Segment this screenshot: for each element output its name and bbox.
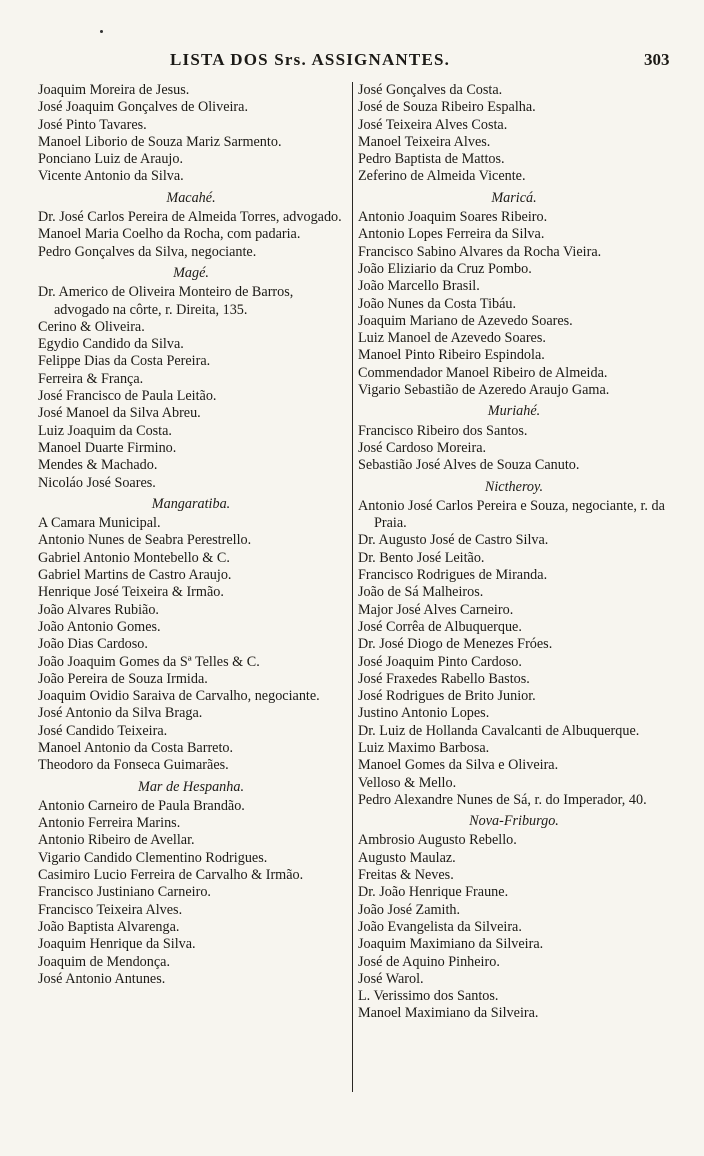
subscriber-entry: Dr. Luiz de Hollanda Cavalcanti de Albuquerque. bbox=[358, 722, 640, 739]
subscriber-entry: Augusto Maulaz. bbox=[358, 849, 456, 866]
subscriber-entry: Manoel Duarte Firmino. bbox=[38, 439, 177, 456]
subscriber-entry: João Baptista Alvarenga. bbox=[38, 918, 180, 935]
subscriber-entry: Commendador Manoel Ribeiro de Almeida. bbox=[358, 364, 608, 381]
subscriber-entry: Manoel Maria Coelho da Rocha, com padaria. bbox=[38, 226, 301, 243]
subscriber-entry: A Camara Municipal. bbox=[38, 515, 161, 532]
section-heading: Mar de Hespanha. bbox=[138, 778, 244, 795]
subscriber-entry: Antonio Nunes de Seabra Perestrello. bbox=[38, 532, 252, 549]
subscriber-entry: Vicente Antonio da Silva. bbox=[38, 168, 184, 185]
subscriber-entry: José Joaquim Gonçalves de Oliveira. bbox=[38, 99, 248, 116]
subscriber-entry: Felippe Dias da Costa Pereira. bbox=[38, 353, 211, 370]
subscriber-entry: Mendes & Machado. bbox=[38, 457, 158, 474]
subscriber-entry: Francisco Justiniano Carneiro. bbox=[38, 884, 211, 901]
left-column bbox=[38, 82, 344, 988]
ink-dot bbox=[100, 30, 103, 33]
subscriber-entry: Casimiro Lucio Ferreira de Carvalho & Irmão. bbox=[38, 867, 304, 884]
subscriber-entry: João Pereira de Souza Irmida. bbox=[38, 670, 208, 687]
subscriber-entry: Dr. Augusto José de Castro Silva. bbox=[358, 532, 549, 549]
subscriber-entry: João Nunes da Costa Tibáu. bbox=[358, 295, 517, 312]
subscriber-entry: João Marcello Brasil. bbox=[358, 278, 480, 295]
subscriber-entry: Zeferino de Almeida Vicente. bbox=[358, 168, 526, 185]
subscriber-entry: José de Souza Ribeiro Espalha. bbox=[358, 99, 536, 116]
subscriber-entry: Luiz Joaquim da Costa. bbox=[38, 422, 172, 439]
subscriber-entry: João Antonio Gomes. bbox=[38, 618, 161, 635]
section-heading: Magé. bbox=[173, 264, 209, 281]
subscriber-entry: Antonio Ferreira Marins. bbox=[38, 815, 181, 832]
subscriber-entry: Ambrosio Augusto Rebello. bbox=[358, 832, 517, 849]
subscriber-entry: Ferreira & França. bbox=[38, 370, 144, 387]
subscriber-entry: Francisco Ribeiro dos Santos. bbox=[358, 422, 528, 439]
subscriber-entry: José Gonçalves da Costa. bbox=[358, 82, 503, 98]
subscriber-entry: José de Aquino Pinheiro. bbox=[358, 953, 500, 970]
subscriber-entry: Manoel Liborio de Souza Mariz Sarmento. bbox=[38, 133, 282, 150]
subscriber-entry: Luiz Maximo Barbosa. bbox=[358, 739, 490, 756]
subscriber-entry: Antonio Lopes Ferreira da Silva. bbox=[358, 226, 545, 243]
subscriber-entry: José Fraxedes Rabello Bastos. bbox=[358, 670, 530, 687]
subscriber-entry: Gabriel Antonio Montebello & C. bbox=[38, 549, 230, 566]
section-heading: Maricá. bbox=[491, 189, 537, 206]
subscriber-entry: José Francisco de Paula Leitão. bbox=[38, 388, 217, 405]
subscriber-entry: Dr. Americo de Oliveira Monteiro de Barros, advogado na côrte, r. Direita, 135. bbox=[38, 284, 294, 318]
page-number: 303 bbox=[644, 50, 670, 69]
subscriber-entry: Theodoro da Fonseca Guimarães. bbox=[38, 757, 229, 774]
subscriber-entry: Manoel Gomes da Silva e Oliveira. bbox=[358, 757, 559, 774]
subscriber-entry: Dr. José Carlos Pereira de Almeida Torres, advogado. bbox=[38, 209, 342, 226]
subscriber-entry: Henrique José Teixeira & Irmão. bbox=[38, 584, 224, 601]
subscriber-entry: Francisco Sabino Alvares da Rocha Vieira. bbox=[358, 243, 602, 260]
subscriber-entry: José Corrêa de Albuquerque. bbox=[358, 618, 522, 635]
subscriber-entry: Antonio Joaquim Soares Ribeiro. bbox=[358, 209, 548, 226]
subscriber-entry: José Rodrigues de Brito Junior. bbox=[358, 688, 536, 705]
subscriber-entry: Ponciano Luiz de Araujo. bbox=[38, 151, 183, 168]
subscriber-entry: José Warol. bbox=[358, 970, 424, 987]
section-heading: Nictheroy. bbox=[484, 478, 544, 495]
subscriber-entry: José Antonio da Silva Braga. bbox=[38, 705, 203, 722]
subscriber-entry: Velloso & Mello. bbox=[358, 774, 457, 791]
subscriber-entry: Antonio Carneiro de Paula Brandão. bbox=[38, 797, 245, 814]
subscriber-entry: Joaquim Henrique da Silva. bbox=[38, 936, 196, 953]
subscriber-entry: Pedro Baptista de Mattos. bbox=[358, 151, 505, 168]
subscriber-entry: Joaquim Mariano de Azevedo Soares. bbox=[358, 312, 573, 329]
subscriber-entry: João Eliziario da Cruz Pombo. bbox=[358, 260, 532, 277]
subscriber-entry: João Alvares Rubião. bbox=[38, 601, 159, 618]
subscriber-entry: Manoel Antonio da Costa Barreto. bbox=[38, 739, 234, 756]
subscriber-entry: Dr. Bento José Leitão. bbox=[358, 549, 485, 566]
subscriber-entry: Luiz Manoel de Azevedo Soares. bbox=[358, 330, 546, 347]
right-column bbox=[358, 82, 670, 1023]
subscriber-entry: Joaquim Maximiano da Silveira. bbox=[358, 936, 544, 953]
subscriber-entry: Vigario Candido Clementino Rodrigues. bbox=[38, 849, 268, 866]
subscriber-entry: Gabriel Martins de Castro Araujo. bbox=[38, 567, 232, 584]
subscriber-entry: João José Zamith. bbox=[358, 901, 461, 918]
page-title: LISTA DOS Srs. ASSIGNANTES. bbox=[170, 50, 451, 69]
subscriber-entry: Major José Alves Carneiro. bbox=[358, 601, 514, 618]
subscriber-entry: Sebastião José Alves de Souza Canuto. bbox=[358, 457, 580, 474]
subscriber-entry: José Antonio Antunes. bbox=[38, 970, 166, 987]
page-header bbox=[0, 50, 704, 74]
column-divider bbox=[352, 82, 353, 1092]
subscriber-entry: José Teixeira Alves Costa. bbox=[358, 116, 508, 133]
subscriber-entry: João Evangelista da Silveira. bbox=[358, 918, 522, 935]
subscriber-entry: José Candido Teixeira. bbox=[38, 722, 168, 739]
subscriber-entry: Vigario Sebastião de Azeredo Araujo Gama. bbox=[358, 382, 610, 399]
subscriber-entry: João Joaquim Gomes da Sª Telles & C. bbox=[38, 653, 260, 670]
subscriber-entry: L. Verissimo dos Santos. bbox=[358, 988, 499, 1005]
subscriber-entry: José Pinto Tavares. bbox=[38, 116, 147, 133]
subscriber-entry: José Manoel da Silva Abreu. bbox=[38, 405, 201, 422]
section-heading: Nova-Friburgo. bbox=[469, 813, 559, 830]
subscriber-entry: Pedro Gonçalves da Silva, negociante. bbox=[38, 243, 257, 260]
subscriber-entry: Francisco Teixeira Alves. bbox=[38, 901, 183, 918]
subscriber-entry: Manoel Maximiano da Silveira. bbox=[358, 1005, 539, 1022]
subscriber-entry: Dr. José Diogo de Menezes Fróes. bbox=[358, 636, 553, 653]
section-heading: Mangaratiba. bbox=[151, 495, 231, 512]
subscriber-entry: Cerino & Oliveira. bbox=[38, 318, 145, 335]
subscriber-entry: Nicoláo José Soares. bbox=[38, 474, 156, 491]
subscriber-entry: José Joaquim Pinto Cardoso. bbox=[358, 653, 522, 670]
section-heading: Muriahé. bbox=[487, 403, 541, 420]
subscriber-entry: Justino Antonio Lopes. bbox=[358, 705, 490, 722]
subscriber-entry: Manoel Pinto Ribeiro Espindola. bbox=[358, 347, 545, 364]
subscriber-entry: Joaquim de Mendonça. bbox=[38, 953, 170, 970]
subscriber-entry: José Cardoso Moreira. bbox=[358, 439, 487, 456]
section-heading: Macahé. bbox=[166, 189, 216, 206]
subscriber-entry: Pedro Alexandre Nunes de Sá, r. do Imperador, 40. bbox=[358, 791, 647, 808]
subscriber-entry: João Dias Cardoso. bbox=[38, 636, 148, 653]
subscriber-entry: Antonio José Carlos Pereira e Souza, negociante, r. da Praia. bbox=[358, 497, 665, 532]
subscriber-entry: Joaquim Ovidio Saraiva de Carvalho, negociante. bbox=[38, 688, 320, 705]
subscriber-entry: Dr. João Henrique Fraune. bbox=[358, 884, 509, 901]
subscriber-entry: Joaquim Moreira de Jesus. bbox=[38, 82, 190, 98]
subscriber-entry: Antonio Ribeiro de Avellar. bbox=[38, 832, 195, 849]
subscriber-entry: Manoel Teixeira Alves. bbox=[358, 133, 491, 150]
subscriber-entry: Francisco Rodrigues de Miranda. bbox=[358, 567, 548, 584]
subscriber-entry: Egydio Candido da Silva. bbox=[38, 336, 184, 353]
subscriber-entry: Freitas & Neves. bbox=[358, 867, 454, 884]
subscriber-entry: João de Sá Malheiros. bbox=[358, 584, 484, 601]
